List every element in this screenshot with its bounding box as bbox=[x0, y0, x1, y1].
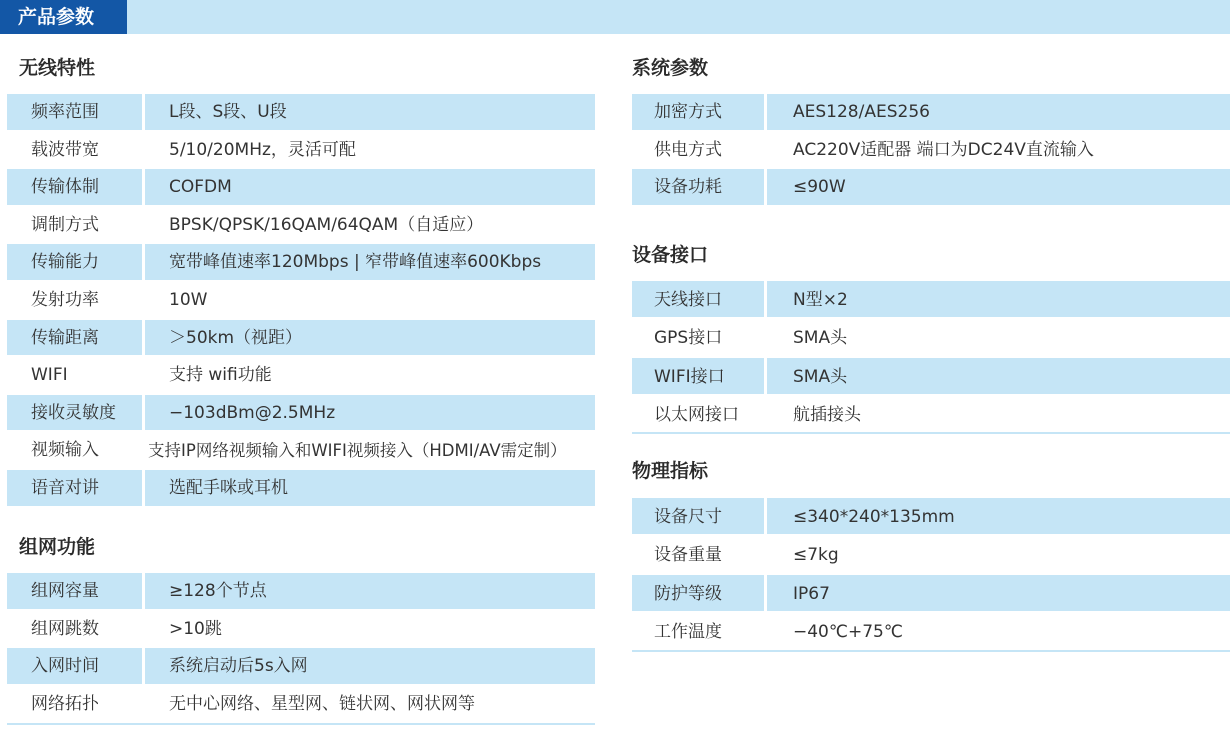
spec-row bbox=[632, 613, 1230, 651]
spec-row bbox=[632, 396, 1230, 434]
spec-row bbox=[632, 536, 1230, 574]
spec-value: ≥128个节点 bbox=[145, 573, 595, 611]
spec-label: 工作温度 bbox=[654, 621, 722, 642]
spec-value: SMA头 bbox=[793, 328, 848, 349]
spec-value: BPSK/QPSK/16QAM/64QAM（自适应） bbox=[169, 214, 484, 235]
spec-value: 支持IP网络视频输入和WIFI视频接入（HDMI/AV需定制） bbox=[148, 441, 567, 461]
spec-value: N型×2 bbox=[767, 281, 1230, 319]
spec-row bbox=[632, 319, 1230, 357]
section-title-interfaces: 设备接口 bbox=[632, 244, 709, 266]
spec-row bbox=[7, 395, 595, 433]
spec-table-wireless bbox=[7, 94, 595, 508]
spec-row bbox=[7, 244, 595, 282]
spec-label: 频率范围 bbox=[7, 94, 142, 132]
spec-label: 设备功耗 bbox=[632, 169, 764, 207]
page-title: 产品参数 bbox=[0, 0, 127, 34]
spec-value: ≤90W bbox=[767, 169, 1230, 207]
spec-row bbox=[632, 575, 1230, 613]
spec-row bbox=[7, 282, 595, 320]
spec-value: ≤340*240*135mm bbox=[767, 498, 1230, 536]
spec-label: WIFI接口 bbox=[632, 358, 764, 396]
spec-value: −103dBm@2.5MHz bbox=[145, 395, 595, 433]
spec-row bbox=[632, 94, 1230, 132]
spec-row bbox=[7, 432, 595, 470]
spec-label: 载波带宽 bbox=[31, 139, 99, 160]
spec-label: 入网时间 bbox=[7, 648, 142, 686]
spec-row bbox=[7, 169, 595, 207]
spec-value: SMA头 bbox=[767, 358, 1230, 396]
spec-row bbox=[632, 132, 1230, 170]
spec-value: >10跳 bbox=[169, 618, 222, 639]
spec-table-system bbox=[632, 94, 1230, 207]
spec-row bbox=[632, 169, 1230, 207]
spec-label: 组网容量 bbox=[7, 573, 142, 611]
spec-row bbox=[7, 686, 595, 724]
section-title-system: 系统参数 bbox=[632, 57, 709, 79]
spec-label: 语音对讲 bbox=[7, 470, 142, 508]
header-bar bbox=[0, 0, 1230, 34]
spec-value: L段、S段、U段 bbox=[145, 94, 595, 132]
spec-row bbox=[7, 207, 595, 245]
spec-value: 航插接头 bbox=[793, 404, 861, 425]
section-title-network: 组网功能 bbox=[19, 536, 96, 558]
spec-label: 传输能力 bbox=[7, 244, 142, 282]
spec-row bbox=[632, 358, 1230, 396]
section-title-wireless: 无线特性 bbox=[19, 57, 96, 79]
spec-row bbox=[632, 281, 1230, 319]
spec-table-network bbox=[7, 573, 595, 723]
divider-physical bbox=[632, 650, 1230, 652]
spec-label: 视频输入 bbox=[31, 440, 99, 461]
spec-value: −40℃+75℃ bbox=[793, 621, 903, 642]
spec-value: 5/10/20MHz，灵活可配 bbox=[169, 139, 356, 160]
spec-value: ≤7kg bbox=[793, 545, 839, 566]
spec-row bbox=[7, 573, 595, 611]
spec-label: WIFI bbox=[31, 365, 68, 386]
spec-label: 网络拓扑 bbox=[31, 693, 99, 714]
spec-label: 组网跳数 bbox=[31, 618, 99, 639]
spec-value: AC220V适配器 端口为DC24V直流输入 bbox=[793, 139, 1094, 160]
spec-label: 防护等级 bbox=[632, 575, 764, 613]
spec-row bbox=[7, 132, 595, 170]
spec-row bbox=[7, 94, 595, 132]
spec-value: 选配手咪或耳机 bbox=[145, 470, 595, 508]
spec-row bbox=[7, 320, 595, 358]
spec-label: 传输距离 bbox=[7, 320, 142, 358]
spec-label: 调制方式 bbox=[31, 214, 99, 235]
spec-label: 以太网接口 bbox=[654, 404, 739, 425]
spec-label: 天线接口 bbox=[632, 281, 764, 319]
spec-row bbox=[7, 611, 595, 649]
spec-label: GPS接口 bbox=[654, 328, 723, 349]
spec-label: 设备重量 bbox=[654, 545, 722, 566]
section-title-physical: 物理指标 bbox=[632, 460, 709, 482]
spec-label: 加密方式 bbox=[632, 94, 764, 132]
spec-value: 系统启动后5s入网 bbox=[145, 648, 595, 686]
spec-label: 传输体制 bbox=[7, 169, 142, 207]
divider-network bbox=[7, 723, 595, 725]
spec-value: COFDM bbox=[145, 169, 595, 207]
spec-label: 发射功率 bbox=[31, 289, 99, 310]
spec-table-physical bbox=[632, 498, 1230, 651]
spec-value: 支持 wifi功能 bbox=[169, 365, 272, 386]
spec-value: 10W bbox=[169, 289, 208, 310]
spec-row bbox=[7, 357, 595, 395]
spec-label: 供电方式 bbox=[654, 139, 722, 160]
spec-row bbox=[632, 498, 1230, 536]
divider-interfaces bbox=[632, 432, 1230, 434]
spec-value: 宽带峰值速率120Mbps | 窄带峰值速率600Kbps bbox=[145, 244, 595, 282]
spec-table-interfaces bbox=[632, 281, 1230, 434]
spec-label: 接收灵敏度 bbox=[7, 395, 142, 433]
spec-value: IP67 bbox=[767, 575, 1230, 613]
spec-row bbox=[7, 470, 595, 508]
spec-label: 设备尺寸 bbox=[632, 498, 764, 536]
spec-value: ＞50km（视距） bbox=[145, 320, 595, 358]
spec-value: 无中心网络、星型网、链状网、网状网等 bbox=[169, 693, 475, 714]
spec-value: AES128/AES256 bbox=[767, 94, 1230, 132]
spec-row bbox=[7, 648, 595, 686]
